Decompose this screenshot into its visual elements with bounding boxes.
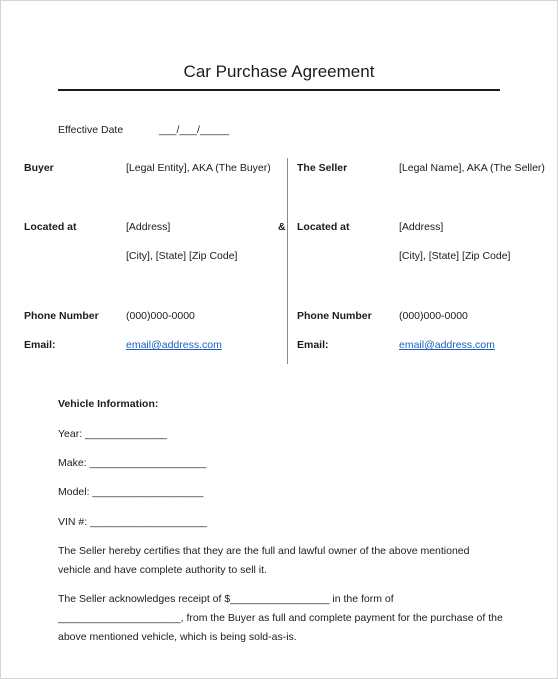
receipt-line-1: The Seller acknowledges receipt of $_________________ in the form of xyxy=(58,593,394,605)
title-underline xyxy=(58,89,500,91)
certify-line-2: vehicle and have complete authority to sell it. xyxy=(58,564,267,576)
column-divider xyxy=(287,158,288,364)
seller-email-label: Email: xyxy=(297,339,329,351)
buyer-phone: (000)000-0000 xyxy=(126,310,195,322)
receipt-line-3: above mentioned vehicle, which is being sold-as-is. xyxy=(58,631,297,643)
seller-label: The Seller xyxy=(297,162,348,174)
seller-email-link[interactable]: email@address.com xyxy=(399,339,495,351)
receipt-line-2: _____________________, from the Buyer as full and complete payment for the purchase of the xyxy=(58,612,503,624)
ampersand: & xyxy=(278,221,286,233)
vehicle-heading: Vehicle Information: xyxy=(58,398,159,410)
buyer-label: Buyer xyxy=(24,162,54,174)
vehicle-model-field: Model: ___________________ xyxy=(58,486,204,498)
buyer-located-label: Located at xyxy=(24,221,77,233)
vehicle-vin-field: VIN #: ____________________ xyxy=(58,516,207,528)
buyer-city: [City], [State] [Zip Code] xyxy=(126,250,238,262)
vehicle-year-field: Year: ______________ xyxy=(58,428,167,440)
buyer-phone-label: Phone Number xyxy=(24,310,99,322)
seller-phone: (000)000-0000 xyxy=(399,310,468,322)
seller-located-label: Located at xyxy=(297,221,350,233)
seller-city: [City], [State] [Zip Code] xyxy=(399,250,511,262)
effective-date-field: ___/___/_____ xyxy=(159,124,230,136)
seller-phone-label: Phone Number xyxy=(297,310,372,322)
buyer-email-link[interactable]: email@address.com xyxy=(126,339,222,351)
page-title: Car Purchase Agreement xyxy=(183,62,375,81)
effective-date-label: Effective Date xyxy=(58,124,124,136)
seller-name: [Legal Name], AKA (The Seller) xyxy=(399,162,545,174)
certify-line-1: The Seller hereby certifies that they are the full and lawful owner of the above mentioned xyxy=(58,545,470,557)
vehicle-make-field: Make: ____________________ xyxy=(58,457,207,469)
seller-address: [Address] xyxy=(399,221,444,233)
buyer-name: [Legal Entity], AKA (The Buyer) xyxy=(126,162,271,174)
buyer-email-label: Email: xyxy=(24,339,56,351)
buyer-address: [Address] xyxy=(126,221,171,233)
